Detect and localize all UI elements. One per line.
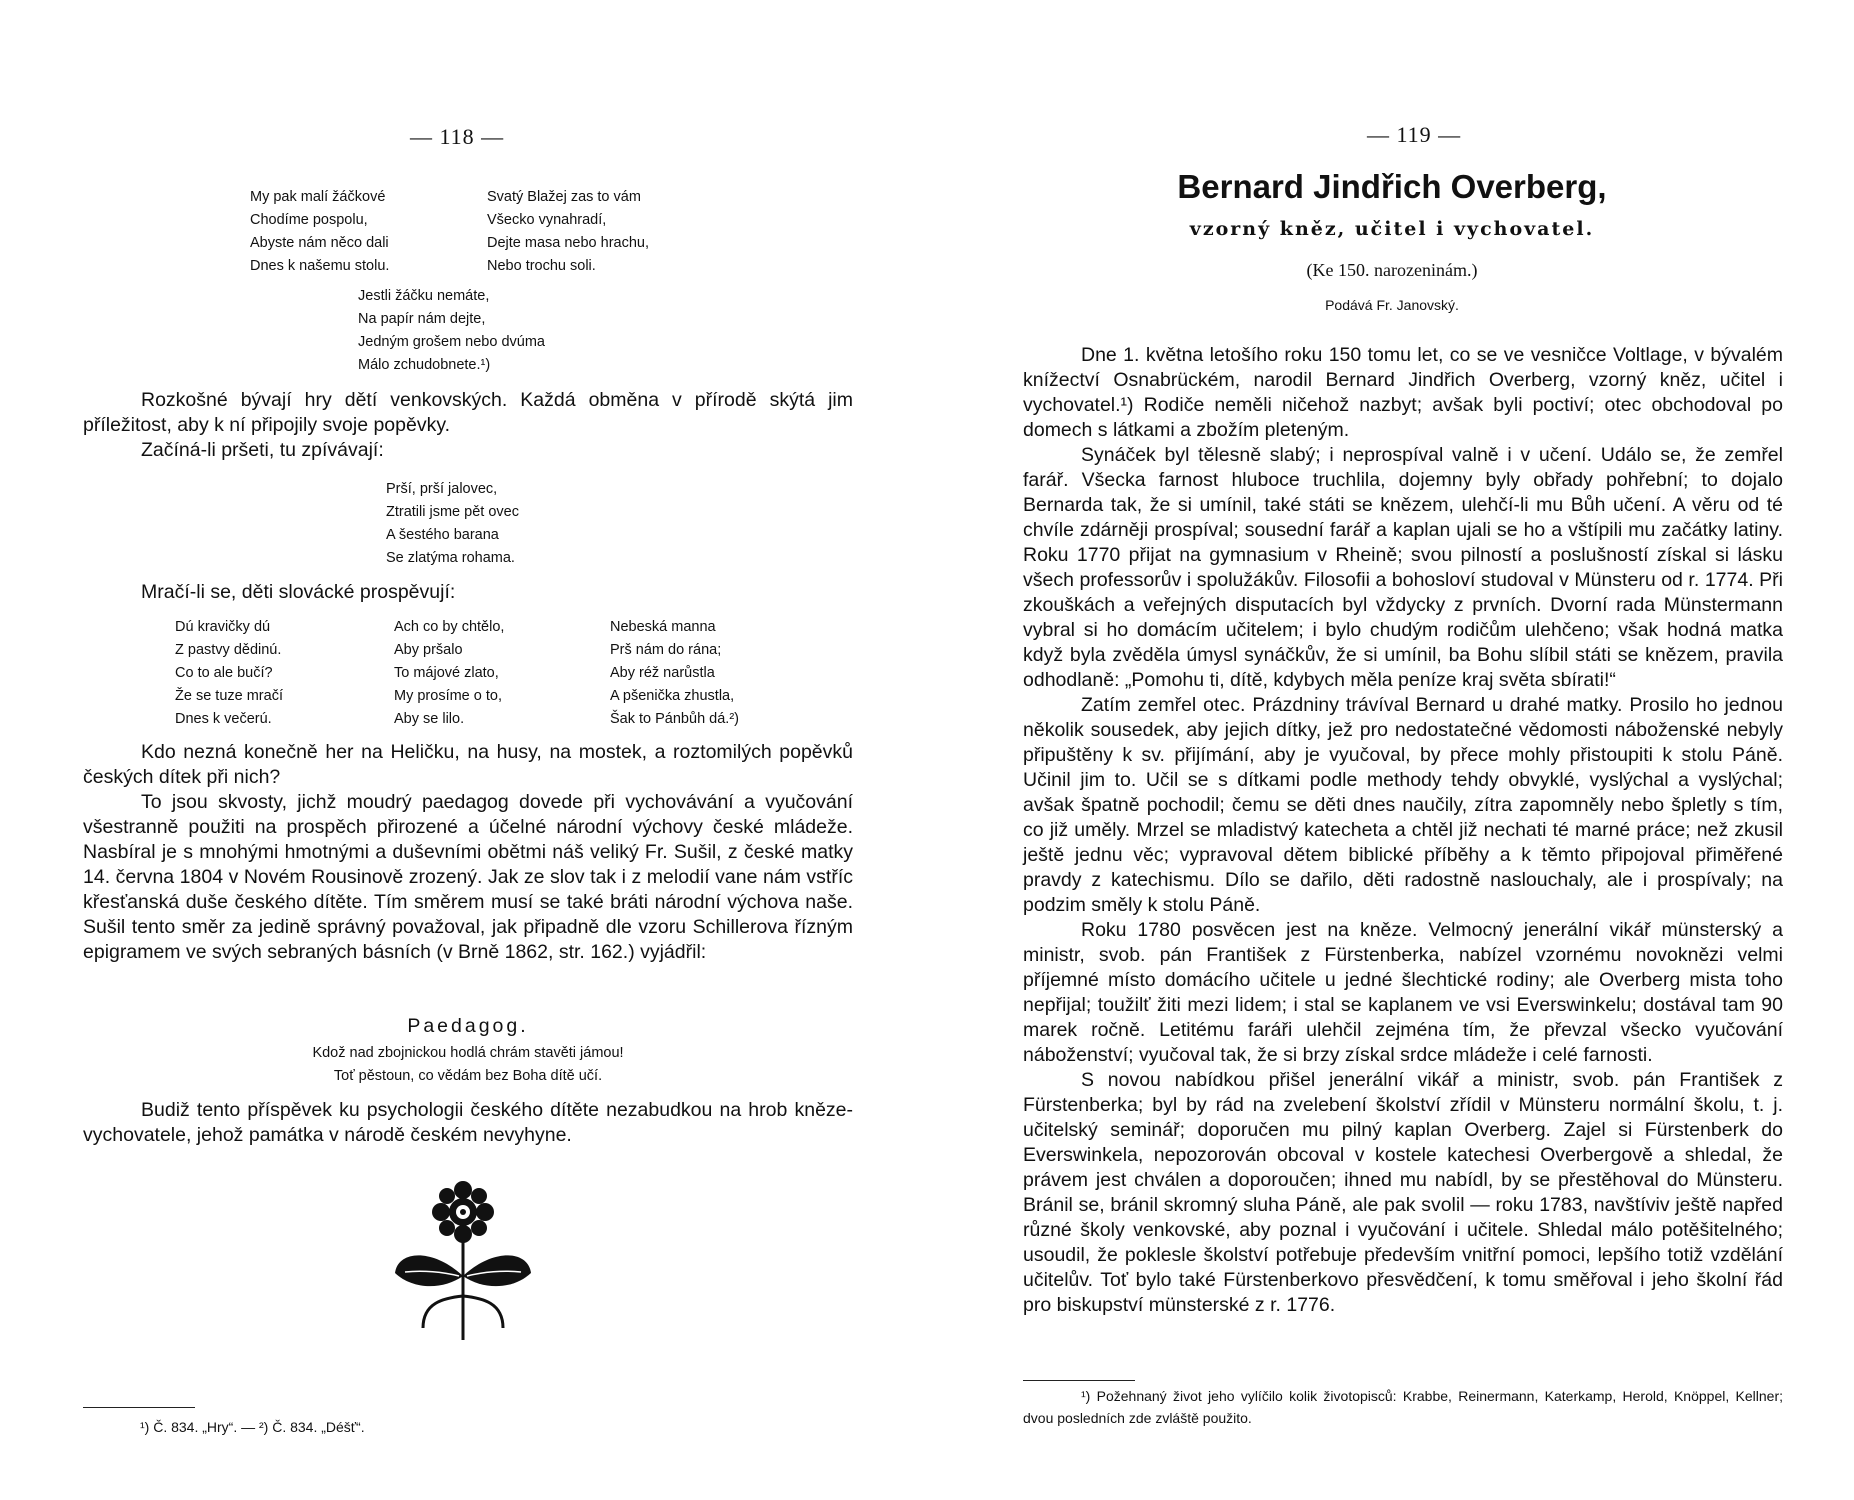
verse-line: Aby pršalo [394,642,463,658]
footnote-rule [1023,1380,1135,1381]
poem-column [250,186,389,278]
verse-line: Málo zchudobnete.¹) [358,357,491,373]
verse-line: Aby se lilo. [394,711,465,727]
page-number: — 118 — [410,124,505,149]
verse-line: Abyste nám něco dali [250,235,389,251]
verse-line: Všecko vynahradí, [487,212,607,228]
text-block [83,580,853,605]
verse-line: My pak malí žáčkové [250,189,386,205]
verse-line: Prš nám do rána; [610,642,722,658]
paragraph: Zatím zemřel otec. Prázdniny trávíval Bernard u drahé matky. Prosilo ho jednou několik sousedek, aby jejich dítky, jež pro nedostatečné vědomosti náboženské nebyly připuštěny k sv. přijímání, aby je vyučoval, by přece mohly přistoupiti k stolu Páně. Učinil jim to. Učil se s dítkami podle methody tehdy obvyklé, vyslýchal a vyslýchal; avšak špatně pochodil; čemu se děti dnes naučily, zítra zapomněly nebo špletly s tím, co již uměly. Mrzel se mladistvý katecheta a chtěl již nechati té marné práce; než zkusil ještě jednu věc; vypravoval dětem biblické příběhy a k těmto připojoval přiměřené pravdy z katechismu. Dílo se dařilo, děti radostně naslouchaly, ale i prospívaly; na podzim směly k stolu Páně. [1023,694,1783,916]
text-block [83,740,853,965]
poem-column [175,616,283,731]
article-title: Bernard Jindřich Overberg, [1177,168,1607,205]
page-number: — 119 — [1367,122,1462,147]
paragraph: Mračí-li se, děti slovácké prospěvují: [141,581,456,603]
verse-line: Ztratili jsme pět ovec [386,504,519,520]
verse-line: Aby réž narůstla [610,665,715,681]
verse-line: Dú kravičky dú [175,619,271,635]
article-occasion: (Ke 150. narozeninám.) [1306,260,1478,280]
paragraph: Synáček byl tělesně slabý; i neprospíval valně i v učení. Událo se, že zemřel farář. Všecka farnost hluboce truchlila, dojemny byly obřady pohřební; to dojalo Bernarda tak, že si umínil, také státi se knězem, ulehčí-li mu Bůh učení. A věru od té chvíle zdárněji prospíval; sousední farář a kaplan ujali se ho a vštípili mu začátky latiny. Roku 1770 přijat na gymnasium v Rheině; svou pilností a poslušností získal si lásku všech professorův i spolužákův. Filosofii a bohosloví studoval v Münsteru od r. 1774. Při zkouškách a veřejných disputacích byl vždycky z prvních. Dvorní rada Münstermann vybral si ho domácím učitelem; i bylo chudým rodičům ulehčeno; však hodná matka když byla zvěděla úmysl synáčkův, že si umínil, ba Bohu slíbil státi se knězem, pravila odhodlaně: „Pomohu ti, dítě, kdybych měla peníze kraj světa sbírati!“ [1023,444,1783,691]
verse-line: Nebo trochu soli. [487,258,596,274]
verse-line: Ach co by chtělo, [394,619,505,635]
paragraph: Dne 1. května letošího roku 150 tomu let, co se ve vesničce Voltlage, v bývalém knížectví Osnabrückém, narodil Bernard Jindřich Overberg, vzorný kněz, učitel i vychovatel.¹) Rodiče neměli ničehož nazbyt; avšak byli poctiví; otec obchodoval po domech s látkami a zbožím pleteným. [1023,344,1783,441]
verse-line: Nebeská manna [610,619,716,635]
flower-ornament-icon [393,1178,533,1353]
verse-line: Co to ale bučí? [175,665,273,681]
verse-line: Kdož nad zbojnickou hodlá chrám stavěti jámou! [312,1045,624,1061]
verse-line: Z pastvy dědinú. [175,642,282,658]
poem-stanza [386,478,519,570]
verse-line: Že se tuze mračí [175,688,283,704]
poem-column [610,616,739,731]
footnote: ¹) Č. 834. „Hry“. — ²) Č. 834. „Déšť“. [140,1419,365,1435]
verse-line: My prosíme o to, [394,688,502,704]
verse-line: Šak to Pánbůh dá.²) [610,711,739,727]
verse-line: A pšenička zhustla, [610,688,735,704]
footnote: ¹) Požehnaný život jeho vylíčilo kolik životopisců: Krabbe, Reinermann, Katerkamp, Herold, Knöppel, Kellner; dvou posledních zde zvláště použito. [1023,1388,1783,1426]
verse-line: Svatý Blažej zas to vám [487,189,641,205]
paragraph: Roku 1780 posvěcen jest na kněze. Velmocný jenerální vikář münsterský a ministr, svob. pán František z Fürstenberka, nabízel vzornému novoknězi velmi příjemné místo domácího učitele u jedné šlechtické rodiny; ale Overberg mista toho nepřijal; toužilť žiti mezi lidem; i stal se kaplanem ve vsi Everswinkelu; dostával tam 90 marek ročně. Letitému faráři ulehčil zejména tím, že převzal všecko vyučování náboženství; vyučoval tak, že si brzy získal srdce mládeže i celé farnosti. [1023,919,1783,1066]
text-block [1023,343,1783,1318]
paragraph: Začíná-li pršeti, tu zpívávají: [141,439,384,461]
epigram-title: Paedagog. [407,1015,529,1037]
verse-line: Na papír nám dejte, [358,311,486,327]
paragraph: Rozkošné bývají hry dětí venkovských. Každá obměna v přírodě skýtá jim příležitost, aby k ní připojily svoje popěvky. [83,389,853,436]
verse-line: Jestli žáčku nemáte, [358,288,490,304]
epigram [83,1042,853,1088]
paragraph: To jsou skvosty, jichž moudrý paedagog dovede při vychovávání a vyučování všestranně použiti na prospěch přirozené a účelné národní výchovy české mládeže. Nasbíral je s mnohými hmotnými a duševními obětmi náš veliký Fr. Sušil, z české matky 14. června 1804 v Novém Rousinově zrozený. Jak ze slov tak i z melodií vane nám vstříc křesťanská duše českého dítěte. Tím směrem musí se také bráti národní výchova naše. Sušil tento směr za jedině správný považoval, jak připadně dle vzoru Schillerova řízným epigramem ve svých sebraných básních (v Brně 1862, str. 162.) vyjádřil: [83,791,853,963]
text-block [83,388,853,463]
verse-line: A šestého barana [386,527,499,543]
verse-line: Dnes k našemu stolu. [250,258,390,274]
verse-line: Se zlatýma rohama. [386,550,515,566]
byline: Podává Fr. Janovský. [1325,297,1459,313]
verse-line: Chodíme pospolu, [250,212,368,228]
poem-column [394,616,504,731]
paragraph: S novou nabídkou přišel jenerální vikář a ministr, svob. pán František z Fürstenberka; byl by rád na zvelebení školství zřídil v Münsteru normální školu, t. j. učitelský seminář; doporučen mu pilný kaplan Overberg. Zajel si Fürstenberk do Everswinkela, nepozorován obcoval v kostele katechesi Overbergově a shledal, že právem jest chválen a doporoučen; ihned mu nabídl, by se přestěhoval do Münsteru. Bránil se, bránil skromný sluha Páně, ale pak svolil — roku 1783, navštíviv ještě napřed různé školy venkovské, aby poznal i vyučování i učitele. Shledal málo potěšitelného; usoudil, že poklesle školství potřebuje především vnitřní pomoci, lepšího totiž vzdělání učitelův. Toť bylo také Fürstenberkovo přesvědčení, k tomu směřoval i jeho školní řád pro biskupství münsterské z r. 1776. [1023,1069,1783,1316]
poem-stanza [358,285,545,377]
right-page [927,0,1854,1500]
text-block [83,1098,853,1148]
article-subtitle: vzorný kněz, učitel i vychovatel. [1189,218,1595,240]
footnote-rule [83,1407,195,1408]
paragraph: Budiž tento příspěvek ku psychologii českého dítěte nezabudkou na hrob kněze-vychovatele, jehož památka v národě českém nevyhyne. [83,1099,853,1146]
verse-line: Dnes k večerú. [175,711,272,727]
verse-line: Prší, prší jalovec, [386,481,498,497]
verse-line: Dejte masa nebo hrachu, [487,235,650,251]
paragraph: Kdo nezná konečně her na Heličku, na husy, na mostek, a roztomilých popěvků českých dítek při nich? [83,741,853,788]
verse-line: Jedným grošem nebo dvúma [358,334,545,350]
poem-column [487,186,649,278]
verse-line: To májové zlato, [394,665,499,681]
verse-line: Toť pěstoun, co vědám bez Boha dítě učí. [333,1068,603,1084]
